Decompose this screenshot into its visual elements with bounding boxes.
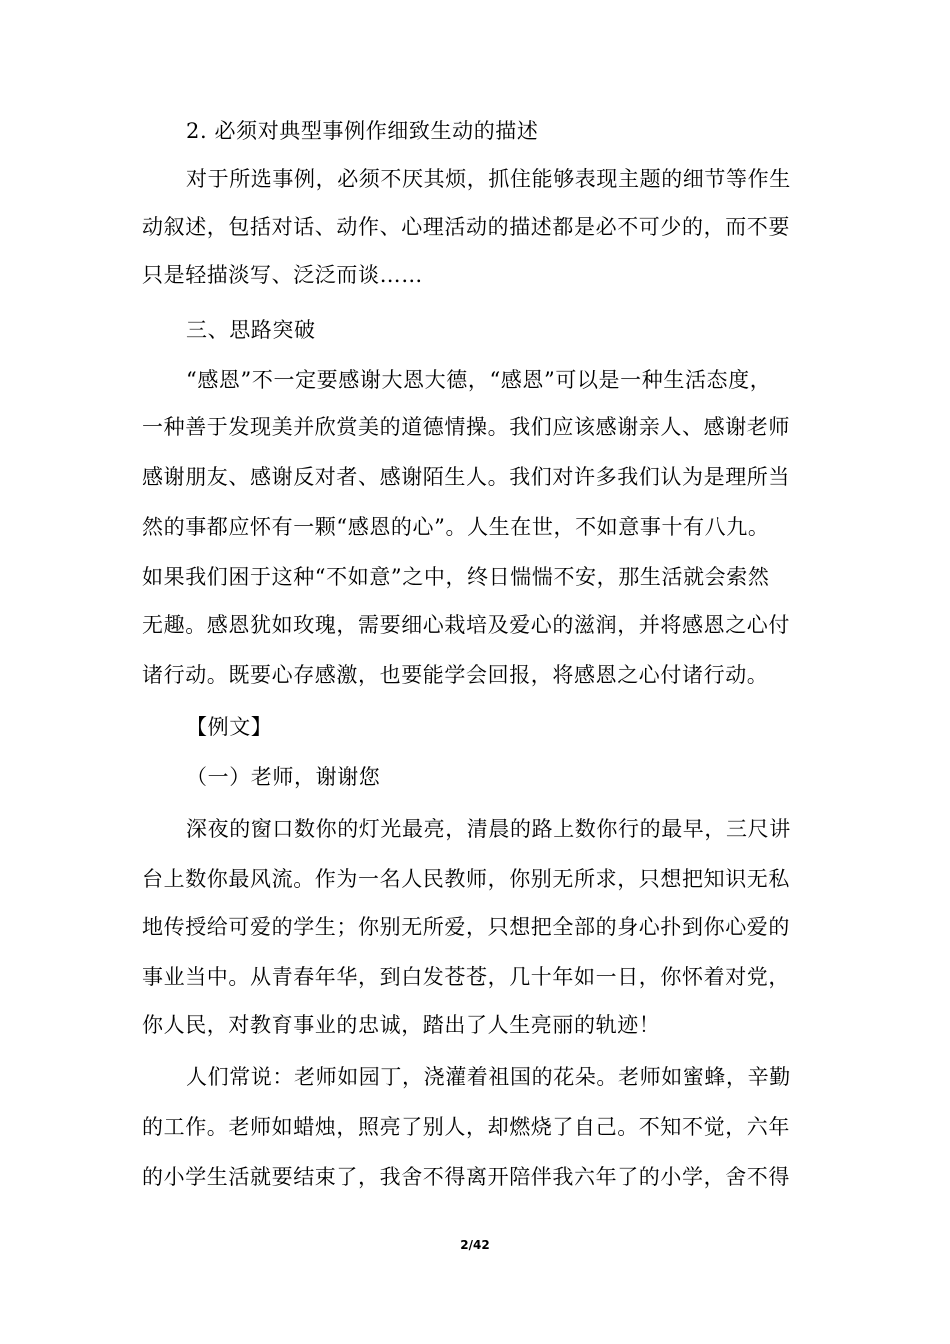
paragraph-line: 的小学生活就要结束了，我舍不得离开陪伴我六年了的小学，舍不得 <box>142 1165 790 1189</box>
paragraph-line: 一种善于发现美并欣赏美的道德情操。我们应该感谢亲人、感谢老师 <box>142 415 790 439</box>
essay-title: （一）老师，谢谢您 <box>186 765 381 789</box>
paragraph-line: 你人民，对教育事业的忠诚，踏出了人生亮丽的轨迹！ <box>142 1013 661 1037</box>
paragraph-line: 对于所选事例，必须不厌其烦，抓住能够表现主题的细节等作生 <box>186 167 791 191</box>
paragraph-line: 然的事都应怀有一颗“感恩的心”。人生在世，不如意事十有八九。 <box>142 515 770 539</box>
paragraph-line: 动叙述，包括对话、动作、心理活动的描述都是必不可少的，而不要 <box>142 215 790 239</box>
page-number: 2/42 <box>460 1238 490 1252</box>
paragraph-line: 诸行动。既要心存感激，也要能学会回报，将感恩之心付诸行动。 <box>142 663 769 687</box>
paragraph-line: 只是轻描淡写、泛泛而谈…… <box>142 263 423 287</box>
paragraph-line: 深夜的窗口数你的灯光最亮，清晨的路上数你行的最早，三尺讲 <box>186 817 791 841</box>
paragraph-line: 如果我们困于这种“不如意”之中，终日惴惴不安，那生活就会索然 <box>142 565 770 589</box>
section-heading-approach: 三、思路突破 <box>186 318 316 342</box>
paragraph-line: 人们常说：老师如园丁，浇灌着祖国的花朵。老师如蜜蜂，辛勤 <box>186 1065 791 1089</box>
paragraph-line: 感谢朋友、感谢反对者、感谢陌生人。我们对许多我们认为是理所当 <box>142 465 790 489</box>
paragraph-line: 的工作。老师如蜡烛，照亮了别人，却燃烧了自己。不知不觉，六年 <box>142 1115 790 1139</box>
paragraph-line: “感恩”不一定要感谢大恩大德，“感恩”可以是一种生活态度， <box>186 368 772 392</box>
paragraph-line: 事业当中。从青春年华，到白发苍苍，几十年如一日，你怀着对党， <box>142 965 790 989</box>
subheading-detail-description: 2. 必须对典型事例作细致生动的描述 <box>186 119 539 143</box>
paragraph-line: 地传授给可爱的学生；你别无所爱，只想把全部的身心扑到你心爱的 <box>142 915 790 939</box>
paragraph-line: 台上数你最风流。作为一名人民教师，你别无所求，只想把知识无私 <box>142 867 790 891</box>
paragraph-line: 无趣。感恩犹如玫瑰，需要细心栽培及爱心的滋润，并将感恩之心付 <box>142 613 790 637</box>
example-heading: 【例文】 <box>186 715 273 739</box>
